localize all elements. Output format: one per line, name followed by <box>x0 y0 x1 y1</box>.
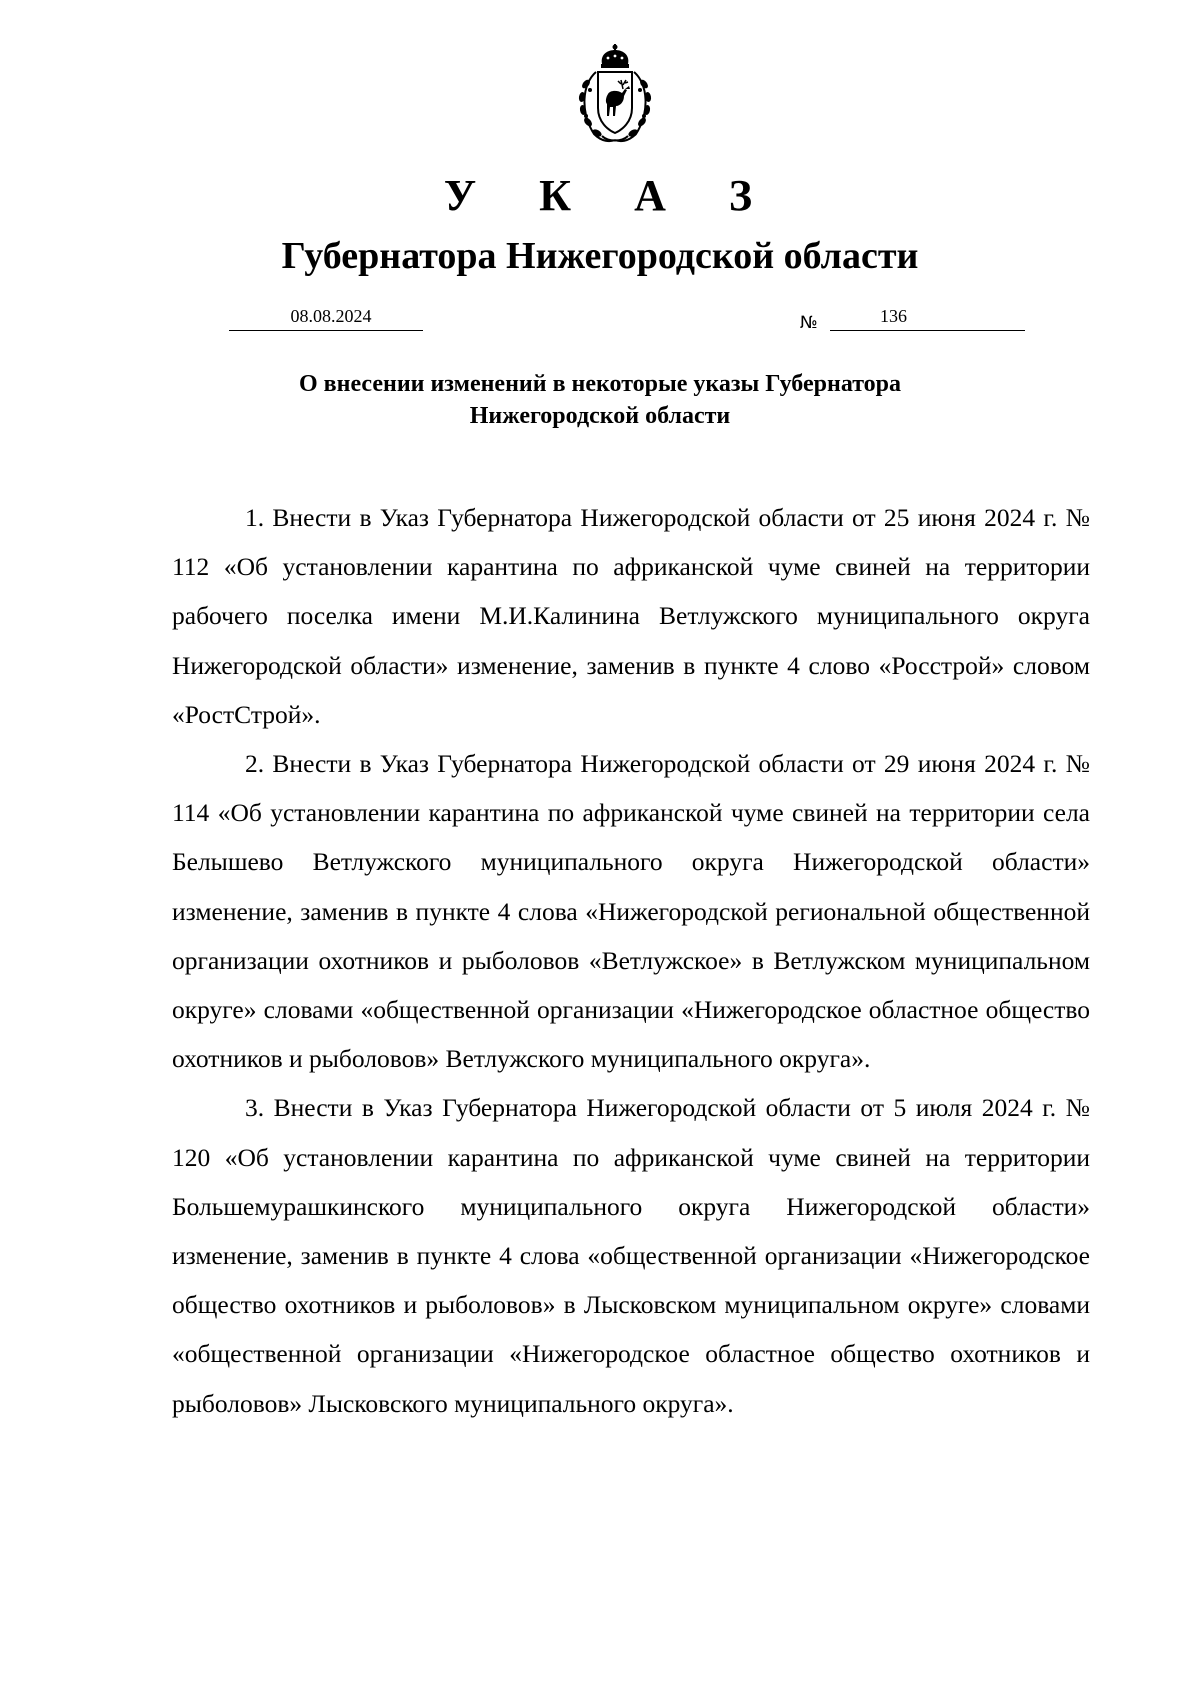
nizhny-novgorod-coat-of-arms-icon <box>572 42 658 146</box>
document-body <box>172 493 1090 1428</box>
paragraph: 3. Внести в Указ Губернатора Нижегородской области от 5 июля 2024 г. № 120 «Об установлении карантина по африканской чуме свиней на территории Большемурашкинского муниципального округа Нижегородской области» изменение, заменив в пункте 4 слова «общественной организации «Нижегородское общество охотников и рыболовов» в Лысковском муниципальном округе» словами «общественной организации «Нижегородское областное общество охотников и рыболовов» Лысковского муниципального округа». <box>172 1093 1090 1418</box>
paragraph: 2. Внести в Указ Губернатора Нижегородской области от 29 июня 2024 г. № 114 «Об установлении карантина по африканской чуме свиней на территории села Белышево Ветлужского муниципального округа Нижегородской области» изменение, заменив в пункте 4 слова «Нижегородской региональной общественной организации охотников и рыболовов «Ветлужское» в Ветлужском муниципальном округе» словами «общественной организации «Нижегородское областное общество охотников и рыболовов» Ветлужского муниципального округа». <box>172 749 1090 1074</box>
subject-line: О внесении изменений в некоторые указы Губернатора <box>298 371 902 397</box>
number-label: № <box>800 313 818 333</box>
document-number: 136 <box>830 305 1025 331</box>
subject-line: Нижегородской области <box>469 403 731 429</box>
paragraph: 1. Внести в Указ Губернатора Нижегородской области от 25 июня 2024 г. № 112 «Об установлении карантина по африканской чуме свиней на территории рабочего поселка имени М.И.Калинина Ветлужского муниципального округа Нижегородской области» изменение, заменив в пункте 4 слово «Росстрой» словом «РостСтрой». <box>172 503 1090 729</box>
document-date: 08.08.2024 <box>229 305 423 331</box>
document-type-title: У К А З <box>443 171 779 220</box>
issuer-title: Губернатора Нижегородской области <box>281 235 919 277</box>
document-subject <box>0 368 1200 432</box>
